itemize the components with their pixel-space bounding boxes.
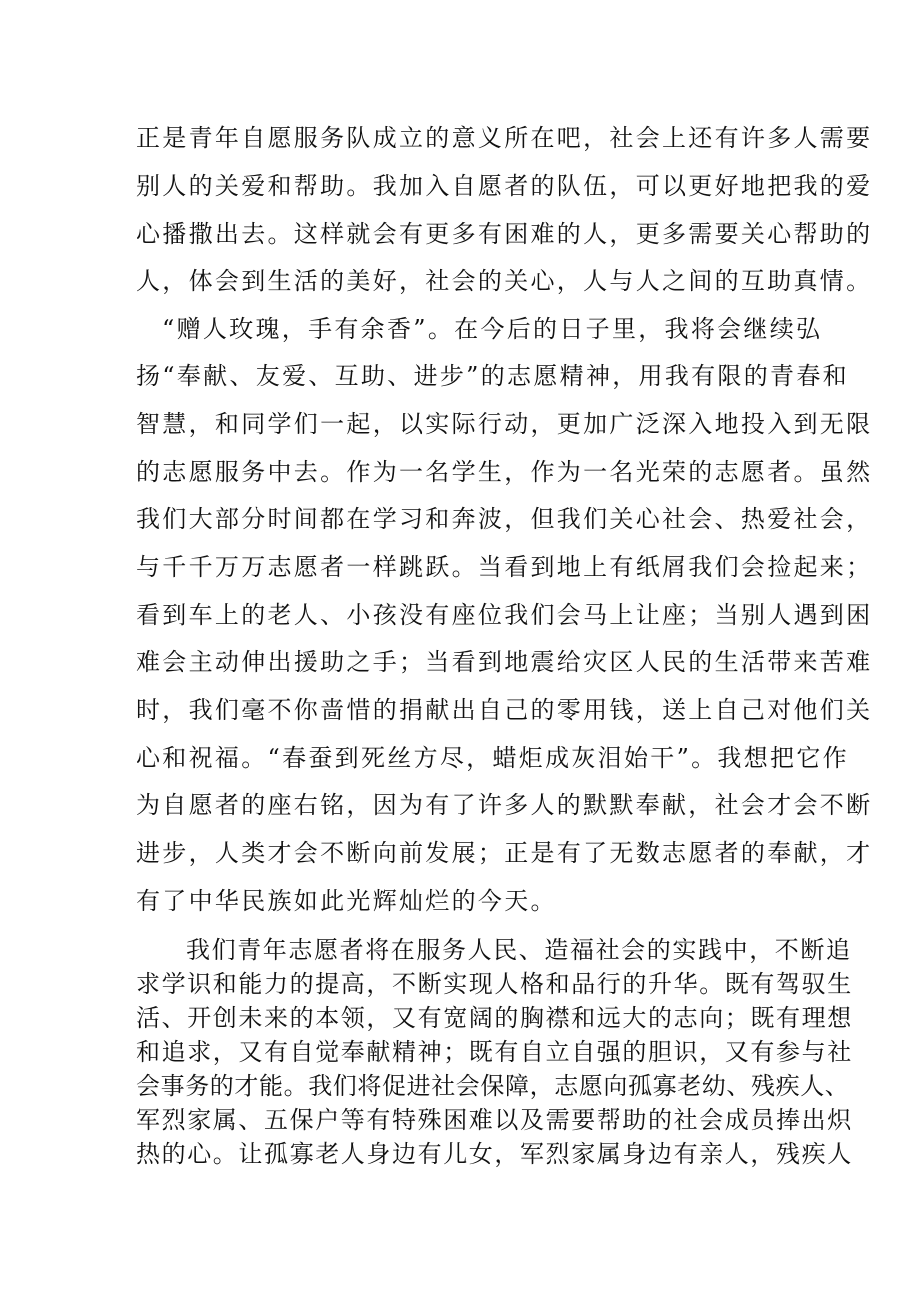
text-line: 活、开创未来的本领，又有宽阔的胸襟和远大的志向；既有理想 bbox=[136, 1004, 853, 1032]
text-line: 我们青年志愿者将在服务人民、造福社会的实践中，不断追 bbox=[186, 936, 852, 964]
text-line: 热的心。让孤寡老人身边有儿女，军烈家属身边有亲人，残疾人 bbox=[136, 1140, 853, 1168]
text-line: 进步，人类才会不断向前发展；正是有了无数志愿者的奉献，才 bbox=[136, 839, 873, 867]
text-line: 看到车上的老人、小孩没有座位我们会马上让座；当别人遇到困 bbox=[136, 601, 873, 629]
text-line: 会事务的才能。我们将促进社会保障，志愿向孤寡老幼、残疾人、 bbox=[136, 1072, 850, 1100]
text-line: 与千千万万志愿者一样跳跃。当看到地上有纸屑我们会捡起来； bbox=[136, 553, 873, 581]
text-line: 我们大部分时间都在学习和奔波，但我们关心社会、热爱社会， bbox=[136, 505, 873, 533]
text-line: 求学识和能力的提高，不断实现人格和品行的升华。既有驾驭生 bbox=[136, 970, 853, 998]
text-line: 扬“奉献、友爱、互助、进步”的志愿精神，用我有限的青春和 bbox=[136, 362, 849, 390]
text-line: 心播撒出去。这样就会有更多有困难的人，更多需要关心帮助的 bbox=[136, 220, 873, 248]
text-line: 的志愿服务中去。作为一名学生，作为一名光荣的志愿者。虽然 bbox=[136, 458, 873, 486]
text-line: “赠人玫瑰，手有余香”。在今后的日子里，我将会继续弘 bbox=[162, 315, 823, 343]
text-line: 为自愿者的座右铭，因为有了许多人的默默奉献，社会才会不断 bbox=[136, 791, 873, 819]
text-line: 和追求，又有自觉奉献精神；既有自立自强的胆识，又有参与社 bbox=[136, 1038, 853, 1066]
text-line: 心和祝福。“春蚕到死丝方尽，蜡炬成灰泪始干”。我想把它作 bbox=[136, 744, 849, 772]
text-line: 有了中华民族如此光辉灿烂的今天。 bbox=[136, 887, 557, 915]
text-line: 别人的关爱和帮助。我加入自愿者的队伍，可以更好地把我的爱 bbox=[136, 172, 873, 200]
text-line: 人，体会到生活的美好，社会的关心，人与人之间的互助真情。 bbox=[136, 267, 873, 295]
text-line: 智慧，和同学们一起，以实际行动，更加广泛深入地投入到无限 bbox=[136, 410, 873, 438]
text-line: 正是青年自愿服务队成立的意义所在吧，社会上还有许多人需要 bbox=[136, 124, 873, 152]
text-line: 时，我们毫不你啬惜的捐献出自己的零用钱，送上自己对他们关 bbox=[136, 696, 873, 724]
text-line: 难会主动伸出援助之手；当看到地震给灾区人民的生活带来苦难 bbox=[136, 648, 873, 676]
text-line: 军烈家属、五保户等有特殊困难以及需要帮助的社会成员捧出炽 bbox=[136, 1106, 853, 1134]
